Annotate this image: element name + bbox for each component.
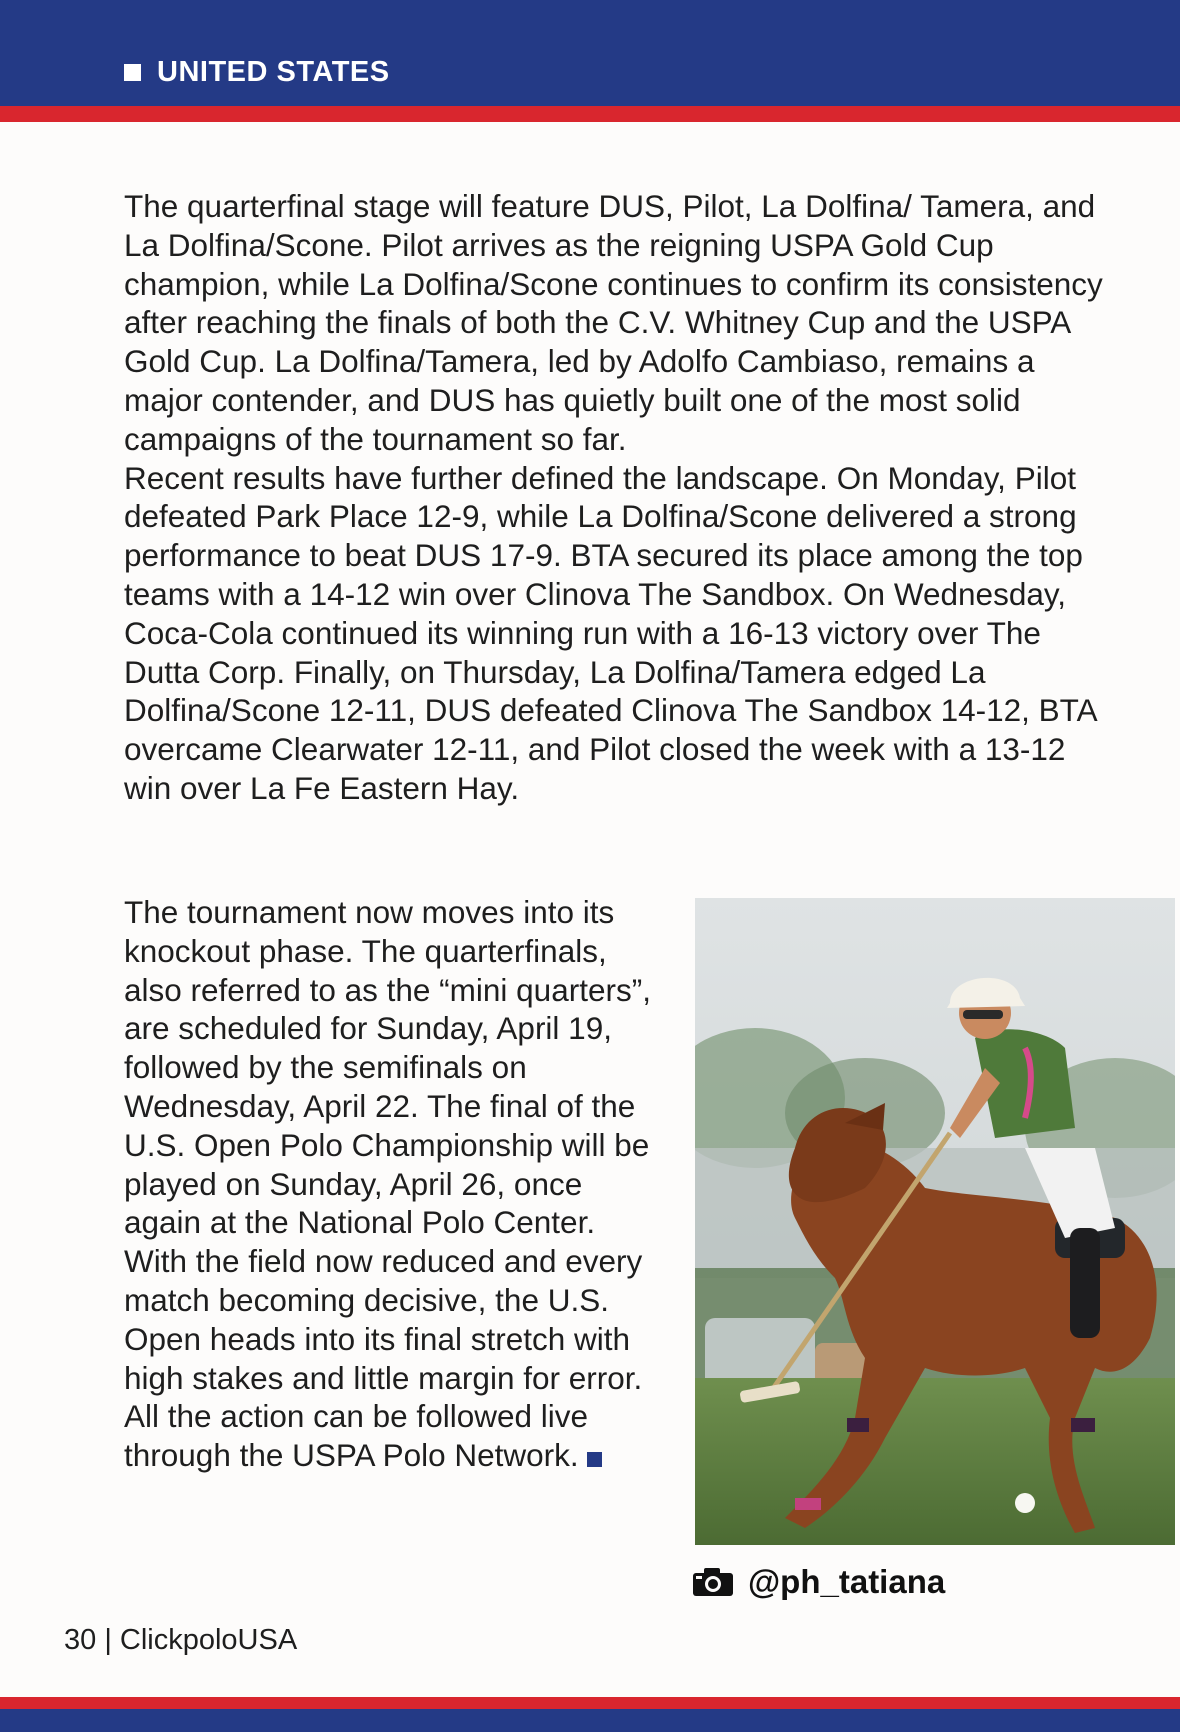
end-of-article-mark [587,1452,602,1467]
header-red-stripe [0,106,1180,122]
footer-red-stripe [0,1697,1180,1709]
article-paragraph [124,1242,664,1475]
page-footer: 30 | ClickpoloUSA [64,1624,298,1656]
section-label [124,52,390,92]
article-body-side [124,893,664,1475]
square-bullet-icon [124,64,141,81]
article-body-top [124,187,1104,808]
article-paragraph: The tournament now moves into its knockout phase. The quarterfinals, also referred to as the “mini quarters”, are scheduled for Sunday, April 19, followed by the semifinals on Wednesday, April 22. The final of the U.S. Open Polo Championship will be played on Sunday, April 26, once again at the National Polo Center. [124,894,651,1241]
photo-credit-handle: @ph_tatiana [748,1563,946,1600]
article-photo [695,898,1175,1545]
camera-icon [692,1567,734,1597]
footer-blue-bar [0,1709,1180,1732]
article-paragraph: Recent results have further defined the landscape. On Monday, Pilot defeated Park Place 12-9, while La Dolfina/Scone delivered a strong performance to beat DUS 17-9. BTA secured its place among the top teams with a 14-12 win over Clinova The Sandbox. On Wednesday, Coca-Cola continued its winning run with a 16-13 victory over The Dutta Corp. Finally, on Thursday, La Dolfina/Tamera edged La Dolfina/Scone 12-11, DUS defeated Clinova The Sandbox 14-12, BTA overcame Clearwater 12-11, and Pilot closed the week with a 13-12 win over La Fe Eastern Hay. [124,459,1096,806]
article-paragraph: The quarterfinal stage will feature DUS, Pilot, La Dolfina/ Tamera, and La Dolfina/Scone. Pilot arrives as the reigning USPA Gold Cup champion, while La Dolfina/Scone continues to confirm its consistency after reaching the finals of both the C.V. Whitney Cup and the USPA Gold Cup. La Dolfina/Tamera, led by Adolfo Cambiaso, remains a major contender, and DUS has quietly built one of the most solid campaigns of the tournament so far. [124,188,1103,457]
photo-credit [692,1562,945,1602]
section-title: UNITED STATES [157,55,390,88]
article-paragraph-text: With the field now reduced and every match becoming decisive, the U.S. Open heads into its final stretch with high stakes and little margin for error. All the action can be followed live through the USPA Polo Network. [124,1243,643,1474]
